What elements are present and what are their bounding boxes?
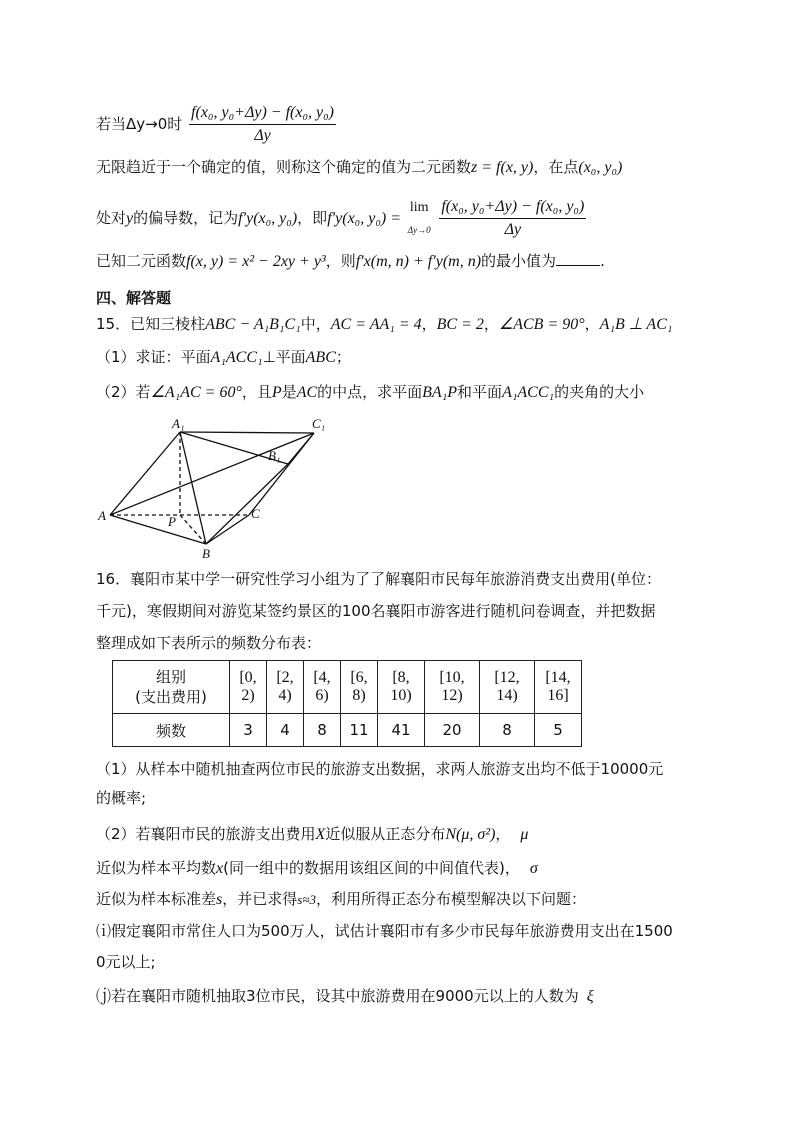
- variable-s: s: [216, 891, 223, 908]
- edge-a1c1: [180, 432, 314, 433]
- s-approx: s≈3: [297, 892, 316, 907]
- count-cell: 11: [341, 714, 378, 747]
- condition-2: BC = 2: [436, 316, 484, 333]
- table-count-row: [113, 714, 582, 747]
- def-line-4-b: ，则: [325, 252, 356, 270]
- limit-denominator: Δy: [504, 221, 522, 238]
- q16-p2-l3-c: ，利用所得正态分布模型解决以下问题：: [315, 890, 586, 908]
- symbol-xi: ξ: [586, 988, 594, 1005]
- point-p: P: [271, 384, 282, 401]
- limit-numerator: f(x₀, y₀+Δy) − f(x₀, y₀): [439, 196, 586, 219]
- count-cell: 8: [304, 714, 341, 747]
- interval-cell: [8, 10): [378, 661, 425, 714]
- angle-condition: ∠A₁AC = 60°: [150, 384, 242, 401]
- partial-notation: f′y(x₀, y₀): [238, 210, 298, 227]
- q15-p1-end: ；: [335, 348, 351, 366]
- q16-sub-i-line-1: ⒤假定襄阳市常住人口为500万人，试估计襄阳市有多少市民每年旅游费用支出在1500: [96, 922, 673, 940]
- def-line-1-text: 若当Δy→0时: [96, 115, 183, 133]
- table-header-label: [113, 661, 230, 714]
- q16-p2-l3-a: 近似为样本标准差: [96, 890, 217, 908]
- interval-cell: [2, 4): [267, 661, 304, 714]
- label-c: C: [251, 506, 260, 521]
- q16-p2-l1-b: 近似服从正态分布: [325, 825, 446, 843]
- label-a: A: [98, 508, 106, 523]
- def-line-2-mid: ，在点: [533, 158, 579, 176]
- label-p: P: [168, 514, 176, 529]
- prism-figure: [96, 416, 336, 562]
- q16-part-2-line-1: [96, 823, 528, 846]
- count-cell: 20: [425, 714, 480, 747]
- q16-p2-l2-b: (同一组中的数据用该组区间的中间值代表)，: [223, 859, 520, 877]
- segment-ac: AC: [296, 384, 318, 401]
- q15-p2-b: ，且: [241, 383, 272, 401]
- interval-cell: [4, 6): [304, 661, 341, 714]
- def-line-3-b: 的偏导数，记为: [133, 209, 239, 227]
- count-cell: 5: [535, 714, 582, 747]
- sep-3: ，: [584, 315, 600, 333]
- variable-x-cap: X: [315, 826, 326, 843]
- def-line-3-c: ，即: [297, 209, 328, 227]
- plane-ba1p: BA₁P: [422, 384, 458, 401]
- def-line-4: [96, 250, 605, 273]
- answer-blank: [556, 251, 600, 266]
- plane-a1acc1-2: A₁ACC₁: [502, 384, 555, 401]
- prism-name: ABC − A₁B₁C₁: [205, 316, 301, 333]
- q16-part-2-line-3: [96, 888, 586, 911]
- def-line-3: [96, 196, 588, 241]
- label-a1: A₁: [172, 416, 185, 431]
- q15-intro-a: 15．已知三棱柱: [96, 315, 206, 333]
- limit-operator: [408, 197, 431, 241]
- edge-a1b: [180, 432, 206, 544]
- sep-1: ，: [421, 315, 437, 333]
- q16-line-3: 整理成如下表所示的频数分布表：: [96, 634, 322, 652]
- variable-y: y: [126, 210, 134, 227]
- q15-p2-f: 的夹角的大小: [554, 383, 645, 401]
- q15-part-2: [96, 381, 644, 404]
- plane-a1acc1: A₁ACC₁: [210, 349, 263, 366]
- fraction-denominator: Δy: [254, 127, 271, 144]
- lim-text: lim: [409, 199, 429, 215]
- section-title: 四、解答题: [96, 289, 172, 307]
- condition-1: AC = AA₁ = 4: [330, 316, 422, 333]
- label-b1: B₁: [268, 448, 281, 463]
- q15-p1-perp: ⊥平面: [262, 348, 306, 366]
- interval-cell: [10, 12): [425, 661, 480, 714]
- plane-abc: ABC: [305, 349, 336, 366]
- q16-ii-a: ⒥若在襄阳市随机抽取3位市民，设其中旅游费用在9000元以上的人数为: [96, 987, 579, 1005]
- count-cell: 41: [378, 714, 425, 747]
- q15-p2-e: 和平面: [457, 383, 503, 401]
- q16-line-2: 千元)，寒假期间对游览某签约景区的100名襄阳市游客进行随机问卷调查，并把数据: [96, 602, 656, 620]
- partial-sum-expression: f′x(m, n) + f′y(m, n): [355, 253, 482, 270]
- q15-intro-b: 中，: [300, 315, 331, 333]
- lim-subscript: Δy→0: [407, 224, 431, 235]
- q16-part-2-line-2: [96, 857, 538, 880]
- label-c1: C₁: [312, 416, 326, 431]
- sep-2: ，: [483, 315, 499, 333]
- count-cell: 8: [480, 714, 535, 747]
- q16-p2-l1-c: ，: [495, 825, 511, 843]
- q15-intro: [96, 313, 672, 336]
- row-label: 频数: [113, 714, 230, 747]
- def-line-2: [96, 156, 622, 179]
- q16-sub-i-line-2: 0元以上;: [96, 953, 156, 971]
- edge-ab: [110, 515, 206, 544]
- variable-x-bar: x: [216, 860, 224, 877]
- edge-ac1: [110, 433, 314, 515]
- def-line-4-end: .: [600, 252, 605, 270]
- def-line-4-c: 的最小值为: [481, 252, 557, 270]
- interval-cell: [14, 16]: [535, 661, 582, 714]
- given-function: f(x, y) = x² − 2xy + y³: [186, 253, 326, 270]
- limit-quotient: [439, 196, 586, 241]
- symbol-sigma: σ: [529, 860, 538, 877]
- q16-line-1: 16．襄阳市某中学一研究性学习小组为了了解襄阳市民每年旅游消费支出费用(单位：: [96, 570, 661, 588]
- q16-p2-l2-a: 近似为样本平均数: [96, 859, 217, 877]
- function-z: z = f(x, y): [471, 159, 534, 176]
- table-header-row: [113, 661, 582, 714]
- count-cell: 4: [267, 714, 304, 747]
- condition-3: ∠ACB = 90°: [498, 316, 585, 333]
- q15-p2-d: 的中点，求平面: [317, 383, 423, 401]
- count-cell: 3: [230, 714, 267, 747]
- edge-bb1: [206, 464, 288, 544]
- q15-part-1: [96, 346, 351, 369]
- q16-sub-ii-line-1: [96, 985, 594, 1008]
- header-label-line-1: 组别: [155, 668, 186, 686]
- interval-cell: [6, 8): [341, 661, 378, 714]
- def-line-1: [96, 102, 338, 147]
- q16-p2-l1-a: （2）若襄阳市民的旅游支出费用: [96, 825, 316, 843]
- partial-definition-lhs: f′y(x₀, y₀) =: [327, 210, 402, 227]
- edge-bc: [206, 515, 249, 544]
- symbol-mu: μ: [520, 826, 529, 843]
- label-b: B: [202, 546, 210, 561]
- def-line-3-a: 处对: [96, 209, 127, 227]
- q16-part-1-line-1: （1）从样本中随机抽查两位市民的旅游支出数据，求两人旅游支出均不低于10000元: [96, 760, 664, 778]
- point-x0-y0: (x₀, y₀): [578, 159, 623, 176]
- def-line-2-text: 无限趋近于一个确定的值，则称这个确定的值为二元函数: [96, 158, 472, 176]
- q15-p2-a: （2）若: [96, 383, 151, 401]
- condition-4: A₁B ⊥ AC₁: [599, 316, 673, 333]
- q16-part-1-line-2: 的概率;: [96, 789, 147, 807]
- def-line-4-a: 已知二元函数: [96, 252, 187, 270]
- q15-p2-c: 是: [281, 383, 297, 401]
- interval-cell: [0, 2): [230, 661, 267, 714]
- edge-c1c: [249, 433, 314, 515]
- q16-p2-l3-b: ，并已求得: [222, 890, 298, 908]
- q15-p1-a: （1）求证：平面: [96, 348, 211, 366]
- frequency-table: [112, 660, 582, 747]
- fraction-numerator: f(x₀, y₀+Δy) − f(x₀, y₀): [189, 102, 336, 125]
- difference-quotient: [189, 102, 336, 147]
- interval-cell: [12, 14): [480, 661, 535, 714]
- edge-a1a: [110, 432, 180, 515]
- header-label-line-2: (支出费用): [135, 688, 207, 706]
- normal-distribution: N(μ, σ²): [445, 826, 496, 843]
